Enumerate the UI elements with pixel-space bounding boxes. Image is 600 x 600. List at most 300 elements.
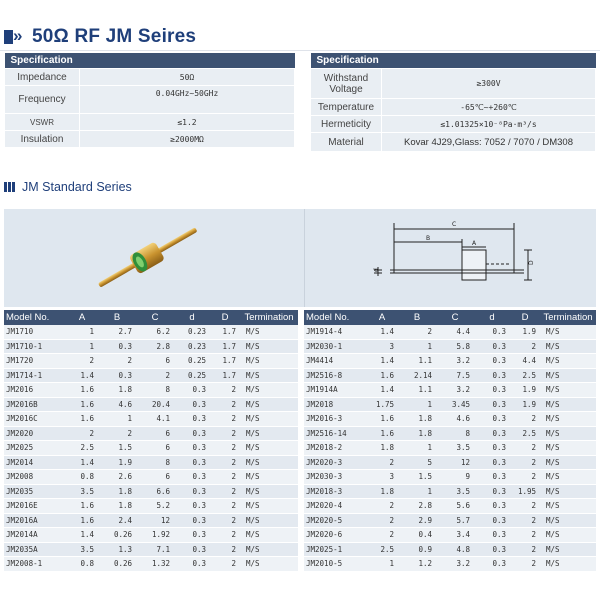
model-number-cell: JM2516-8 [304,368,366,383]
table-cell: 1.1 [398,354,436,369]
model-number-cell: JM2035A [4,542,66,557]
table-cell: 0.3 [174,499,210,514]
column-header: A [366,310,398,325]
table-cell: 1.4 [66,455,98,470]
table-cell: M/S [240,528,298,543]
table-cell: 2 [210,455,240,470]
header-divider [0,50,600,51]
table-row [4,484,298,499]
spec-value: 0.04GHz~50GHz [80,86,295,114]
table-cell: 2 [510,339,540,354]
section-heading [4,180,132,194]
dim-label-a: A [472,240,477,247]
table-cell: 6.2 [136,325,174,339]
table-cell: 2 [210,528,240,543]
model-number-cell: JM2010-5 [304,557,366,572]
table-cell: 0.3 [474,339,510,354]
table-row [304,368,596,383]
table-row [304,542,596,557]
table-cell: 1.8 [366,441,398,456]
double-chevron-icon: » [4,29,26,45]
table-cell: 5.8 [436,339,474,354]
table-cell: M/S [240,354,298,369]
model-number-cell: JM1914-4 [304,325,366,339]
table-cell: 0.3 [174,513,210,528]
table-cell: 0.3 [474,542,510,557]
table-cell: 0.3 [174,397,210,412]
product-image-band [4,209,596,307]
table-cell: 0.3 [474,383,510,398]
table-cell: M/S [540,325,596,339]
table-cell: 1 [398,484,436,499]
table-cell: 2 [366,455,398,470]
table-cell: 2 [210,513,240,528]
table-cell: 1.7 [210,325,240,339]
model-number-cell: JM2020 [4,426,66,441]
table-cell: 1.8 [398,412,436,427]
table-row [4,426,298,441]
table-cell: M/S [540,412,596,427]
table-cell: 0.3 [174,412,210,427]
table-cell: M/S [240,542,298,557]
table-cell: 1.9 [510,397,540,412]
table-cell: 7.1 [136,542,174,557]
table-cell: 2.7 [98,325,136,339]
spec-value: 50Ω [80,69,295,86]
table-cell: 2 [210,470,240,485]
table-cell: M/S [540,426,596,441]
table-cell: 12 [436,455,474,470]
table-cell: 1 [98,412,136,427]
table-cell: 0.3 [174,455,210,470]
spec-value: ≥2000MΩ [80,131,295,148]
page-header [4,26,196,48]
spec-value: ≤1.01325×10⁻⁸Pa·m³/s [382,116,596,133]
table-cell: 4.6 [98,397,136,412]
spec-label: Insulation [5,131,80,148]
table-cell: 2 [210,499,240,514]
table-cell: 1 [398,441,436,456]
table-cell: M/S [240,441,298,456]
table-row [304,470,596,485]
table-row [304,354,596,369]
table-cell: 3.5 [436,484,474,499]
table-cell: M/S [240,412,298,427]
table-cell: 1.6 [366,426,398,441]
table-cell: 3.2 [436,383,474,398]
table-cell: 0.3 [474,412,510,427]
table-cell: 1.5 [98,441,136,456]
table-cell: 6 [136,354,174,369]
table-cell: 2 [210,542,240,557]
table-cell: 2 [98,426,136,441]
spec-label: Withstand Voltage [311,69,382,99]
table-row [304,499,596,514]
table-cell: 2 [210,557,240,572]
table-cell: 1 [366,557,398,572]
table-cell: 6 [136,470,174,485]
table-row [304,383,596,398]
spec-value: Kovar 4J29,Glass: 7052 / 7070 / DM308 [382,133,596,152]
model-number-cell: JM2035 [4,484,66,499]
model-number-cell: JM2014 [4,455,66,470]
table-cell: 1.5 [398,470,436,485]
table-row [4,354,298,369]
table-cell: 1.3 [98,542,136,557]
spec-heading: Specification [5,53,295,69]
table-cell: M/S [540,455,596,470]
page-title: 50Ω RF JM Seires [32,26,197,47]
table-cell: 1.4 [366,383,398,398]
model-number-cell: JM2008-1 [4,557,66,572]
spec-table-left [4,53,295,148]
table-cell: M/S [240,426,298,441]
table-cell: 0.3 [174,557,210,572]
table-cell: M/S [540,441,596,456]
table-cell: 3 [366,339,398,354]
table-cell: 1 [398,397,436,412]
table-cell: 0.3 [474,354,510,369]
table-row [304,557,596,572]
table-cell: 1.6 [366,412,398,427]
model-number-cell: JM2030-1 [304,339,366,354]
model-number-cell: JM2016A [4,513,66,528]
table-cell: 2.8 [398,499,436,514]
table-cell: 1.9 [98,455,136,470]
table-cell: 1.32 [136,557,174,572]
table-cell: 0.25 [174,354,210,369]
table-cell: 0.25 [174,368,210,383]
table-cell: M/S [540,528,596,543]
table-cell: M/S [540,368,596,383]
table-cell: 1.6 [66,513,98,528]
table-cell: 2 [210,484,240,499]
table-cell: 3.5 [66,484,98,499]
model-number-cell: JM1710-1 [4,339,66,354]
model-number-cell: JM2016B [4,397,66,412]
table-cell: 5.7 [436,513,474,528]
table-cell: 2 [510,513,540,528]
table-cell: 8 [136,383,174,398]
table-row [4,528,298,543]
connector-photo [4,209,304,307]
table-cell: 0.3 [174,484,210,499]
table-cell: 1.6 [366,368,398,383]
model-number-cell: JM4414 [304,354,366,369]
table-cell: 2 [510,412,540,427]
table-cell: M/S [540,499,596,514]
table-row [304,426,596,441]
table-cell: 2 [66,354,98,369]
table-cell: M/S [540,339,596,354]
model-number-cell: JM2025-1 [304,542,366,557]
table-cell: 2.6 [98,470,136,485]
table-cell: 0.3 [98,339,136,354]
table-cell: M/S [240,339,298,354]
table-row [4,513,298,528]
table-row [304,441,596,456]
table-cell: M/S [240,470,298,485]
column-header: Model No. [304,310,366,325]
table-cell: 2 [210,412,240,427]
bars-icon [4,182,18,192]
table-cell: 2 [510,470,540,485]
column-header: B [98,310,136,325]
table-cell: 4.4 [436,325,474,339]
table-cell: 1 [66,339,98,354]
table-cell: 2.4 [98,513,136,528]
section-title: JM Standard Series [22,180,132,194]
column-header: A [66,310,98,325]
table-cell: 1.95 [510,484,540,499]
table-cell: 4.1 [136,412,174,427]
table-cell: 7.5 [436,368,474,383]
table-cell: 4.6 [436,412,474,427]
table-row [4,368,298,383]
model-number-cell: JM2020-3 [304,455,366,470]
table-cell: M/S [540,383,596,398]
table-row [4,542,298,557]
table-cell: 2 [366,513,398,528]
table-cell: 1 [398,339,436,354]
table-cell: 1.7 [210,339,240,354]
table-row [4,441,298,456]
table-cell: 8 [436,426,474,441]
table-cell: M/S [240,383,298,398]
table-cell: 2.14 [398,368,436,383]
table-cell: 1.6 [66,499,98,514]
table-cell: 2 [366,499,398,514]
dim-label-c: C [452,221,457,228]
table-cell: 2.9 [398,513,436,528]
table-cell: 5.6 [436,499,474,514]
model-number-cell: JM2030-3 [304,470,366,485]
table-cell: 1.4 [66,368,98,383]
table-cell: M/S [240,397,298,412]
table-cell: 1.8 [98,484,136,499]
table-cell: 1.6 [66,412,98,427]
column-header: Model No. [4,310,66,325]
table-cell: 2.5 [366,542,398,557]
table-cell: 1.8 [98,499,136,514]
table-cell: M/S [540,513,596,528]
column-header: D [210,310,240,325]
model-number-cell: JM2020-5 [304,513,366,528]
table-row [304,484,596,499]
table-cell: 1.75 [366,397,398,412]
table-cell: 0.3 [174,542,210,557]
spec-label: Impedance [5,69,80,86]
table-cell: 3.2 [436,557,474,572]
column-header: B [398,310,436,325]
table-cell: M/S [240,368,298,383]
table-cell: 0.3 [474,499,510,514]
table-cell: 2 [98,354,136,369]
table-cell: 6.6 [136,484,174,499]
table-cell: 2 [210,426,240,441]
table-cell: 2 [398,325,436,339]
table-cell: 0.3 [174,528,210,543]
table-cell: 4.4 [510,354,540,369]
table-cell: 6 [136,426,174,441]
table-row [4,412,298,427]
table-cell: 0.3 [474,513,510,528]
table-cell: 5 [398,455,436,470]
column-header: C [136,310,174,325]
table-cell: 3.5 [66,542,98,557]
table-cell: 2 [136,368,174,383]
model-number-cell: JM2516-14 [304,426,366,441]
table-cell: 2.5 [510,426,540,441]
table-cell: 1.6 [66,383,98,398]
column-header: d [174,310,210,325]
model-number-cell: JM1720 [4,354,66,369]
table-cell: 1.8 [366,484,398,499]
spec-label: Material [311,133,382,152]
table-cell: 2 [366,528,398,543]
table-cell: 0.23 [174,339,210,354]
column-header: C [436,310,474,325]
table-row [4,455,298,470]
table-cell: 2 [66,426,98,441]
spec-value: -65℃~+260℃ [382,99,596,116]
table-cell: 2 [510,455,540,470]
table-cell: 0.9 [398,542,436,557]
table-cell: 0.3 [474,484,510,499]
spec-label: Temperature [311,99,382,116]
column-header: d [474,310,510,325]
table-cell: 3 [366,470,398,485]
table-row [4,383,298,398]
table-cell: 0.3 [174,383,210,398]
model-number-cell: JM2016C [4,412,66,427]
table-cell: M/S [240,513,298,528]
table-cell: 2 [510,441,540,456]
table-cell: 0.3 [474,470,510,485]
model-number-cell: JM2020-4 [304,499,366,514]
table-cell: 1.4 [366,325,398,339]
table-cell: 1.4 [66,528,98,543]
table-cell: 0.26 [98,528,136,543]
table-cell: 0.3 [474,426,510,441]
column-header: Termination [240,310,298,325]
table-row [304,528,596,543]
table-cell: 0.3 [474,455,510,470]
model-number-cell: JM2025 [4,441,66,456]
table-cell: 0.3 [474,397,510,412]
model-table-right [304,310,596,572]
table-row [4,499,298,514]
table-cell: 2 [210,397,240,412]
table-cell: M/S [540,397,596,412]
table-cell: 1.7 [210,368,240,383]
spec-label: Frequency [5,86,80,114]
table-cell: M/S [540,354,596,369]
table-cell: 0.3 [474,557,510,572]
model-number-cell: JM2020-6 [304,528,366,543]
model-number-cell: JM2016E [4,499,66,514]
table-cell: 1.9 [510,325,540,339]
dim-label-d-large: D [528,260,535,265]
table-cell: 2.5 [510,368,540,383]
table-cell: M/S [540,484,596,499]
table-cell: 9 [436,470,474,485]
table-cell: 2 [510,542,540,557]
table-cell: 1.8 [98,383,136,398]
table-cell: 1.1 [398,383,436,398]
table-row [4,397,298,412]
table-cell: 8 [136,455,174,470]
table-cell: 0.3 [174,426,210,441]
table-cell: 4.8 [436,542,474,557]
table-cell: 2 [510,499,540,514]
table-row [304,325,596,339]
table-cell: 6 [136,441,174,456]
table-row [4,339,298,354]
table-row [4,325,298,339]
model-number-cell: JM2018 [304,397,366,412]
dim-label-b: B [426,235,431,242]
table-cell: 2 [210,383,240,398]
table-cell: M/S [240,325,298,339]
model-number-cell: JM2018-2 [304,441,366,456]
table-cell: 3.2 [436,354,474,369]
model-number-cell: JM2014A [4,528,66,543]
table-cell: 0.3 [174,441,210,456]
table-cell: 0.3 [474,528,510,543]
table-cell: 1.9 [510,383,540,398]
table-cell: 0.3 [174,470,210,485]
table-cell: 0.8 [66,470,98,485]
model-number-cell: JM1714-1 [4,368,66,383]
table-row [304,455,596,470]
table-cell: 1.7 [210,354,240,369]
model-number-cell: JM2008 [4,470,66,485]
table-cell: M/S [240,557,298,572]
spec-table-right [310,53,596,152]
table-cell: 1.6 [66,397,98,412]
table-cell: M/S [240,484,298,499]
table-row [304,412,596,427]
table-row [304,397,596,412]
table-cell: 1.4 [366,354,398,369]
table-cell: M/S [240,499,298,514]
dimension-drawing [304,209,596,307]
spec-heading: Specification [311,53,596,69]
model-table-left [4,310,298,572]
table-cell: 1 [66,325,98,339]
table-cell: 0.3 [474,368,510,383]
table-cell: 0.26 [98,557,136,572]
spec-label: VSWR [5,114,80,131]
table-cell: 2.8 [136,339,174,354]
model-number-cell: JM2018-3 [304,484,366,499]
table-cell: 3.45 [436,397,474,412]
column-header: D [510,310,540,325]
table-cell: 0.3 [98,368,136,383]
spec-value: ≤1.2 [80,114,295,131]
model-number-cell: JM1914A [304,383,366,398]
table-cell: M/S [240,455,298,470]
table-row [4,557,298,572]
table-cell: 2.5 [66,441,98,456]
table-cell: 3.5 [436,441,474,456]
table-cell: 1.8 [398,426,436,441]
table-row [304,339,596,354]
table-cell: M/S [540,470,596,485]
table-row [304,513,596,528]
model-number-cell: JM2016-3 [304,412,366,427]
